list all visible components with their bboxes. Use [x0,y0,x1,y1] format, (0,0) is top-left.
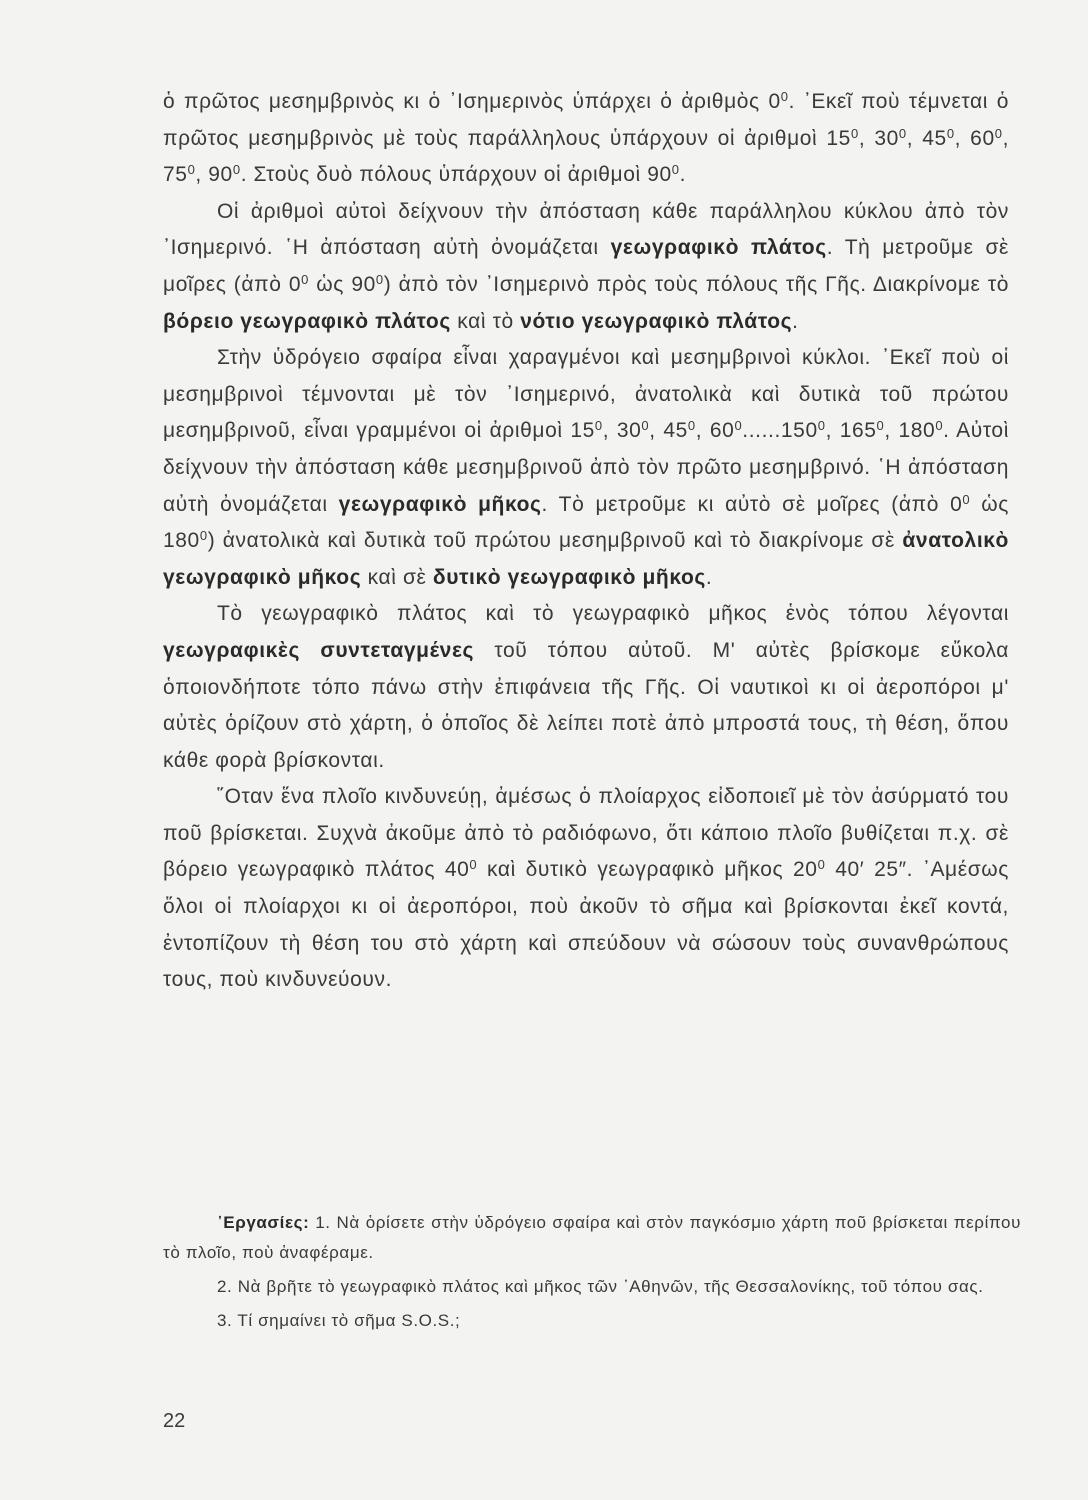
degree-sign: 0 [994,125,1003,141]
degree-sign: 0 [946,125,955,141]
text-run: ) ἀνατολικὰ καὶ δυτικὰ τοῦ πρώτου μεσημβρινοῦ καὶ τὸ διακρίνομε σὲ [207,529,903,553]
text-run: , 30 [602,419,642,443]
text-run: καὶ σὲ [361,565,433,589]
degree-sign: 0 [817,857,826,873]
degree-sign: 0 [641,418,650,434]
text-run: . Τὸ μετροῦμε κι αὐτὸ σὲ μοῖρες (ἀπὸ 0 [541,492,963,516]
degree-sign: 0 [375,271,384,287]
text-run: ......150 [742,419,818,443]
exercise-text: 1. Νὰ ὁρίσετε στὴν ὑδρόγειο σφαίρα καὶ στὸν παγκόσμιο χάρτη ποῦ βρίσκεται περίπου τὸ πλοῖο, ποὺ ἀναφέραμε. [163,1213,1021,1262]
term-latitude: γεωγραφικὸ πλάτος [610,236,827,260]
degree-sign: 0 [671,162,680,178]
degree-sign: 0 [850,125,859,141]
degree-sign: 0 [469,857,478,873]
degree-sign: 0 [876,418,885,434]
text-run: , 90 [195,163,233,187]
text-run: Οἱ ἀριθμοὶ αὐτοὶ δείχνουν τὴν ἀπόσταση κάθε παράλληλου κύκλου ἀπὸ τὸν ᾿Ισημερινό. ῾Η ἀπόσταση αὐτὴ ὀνομάζεται [163,199,1009,260]
text-run: Τὸ γεωγραφικὸ πλάτος καὶ τὸ γεωγραφικὸ μῆκος ἑνὸς τόπου λέγονται [217,602,1009,626]
text-run: . [705,565,713,589]
text-run: ῞Οταν ἕνα πλοῖο κινδυνεύῃ, ἀμέσως ὁ πλοίαρχος εἰδοποιεῖ μὲ τὸν ἀσύρματό του ποῦ βρίσκεται. Συχνὰ ἀκοῦμε ἀπὸ τὸ ραδιόφωνο, ὅτι κάποιο πλοῖο βυθίζεται π.χ. σὲ βόρειο γεωγραφικὸ πλάτος 40 [163,785,1009,882]
text-run: Στὴν ὑδρόγειο σφαίρα εἶναι χαραγμένοι καὶ μεσημβρινοὶ κύκλοι. ᾿Εκεῖ ποὺ οἱ μεσημβρινοὶ τέμνονται μὲ τὸν ᾿Ισημερινό, ἀνατολικὰ καὶ δυτικὰ τοῦ πρώτου μεσημβρινοῦ, εἶναι γραμμένοι οἱ ἀριθμοὶ 15 [163,346,1009,443]
text-run: . Αὐτοὶ δείχνουν τὴν ἀπόσταση κάθε μεσημβρινοῦ ἀπὸ τὸν πρῶτο μεσημβρινό. ῾Η ἀπόσταση αὐτὴ ὀνομάζεται [163,419,1009,516]
paragraph-4 [163,596,1009,779]
exercise-2 [163,1272,1021,1302]
text-run: . [792,309,799,333]
text-run: . ᾿Εκεῖ ποὺ τέμνεται ὁ πρῶτος μεσημβρινὸς μὲ τοὺς παράλληλους ὑπάρχουν οἱ ἀριθμοὶ 15 [163,90,1009,150]
degree-sign: 0 [301,271,309,287]
paragraph-3 [163,340,1009,596]
term-coordinates: γεωγραφικὲς συντεταγμένες [163,638,475,662]
text-run: , 180 [884,419,936,443]
text-run: , 165 [825,419,877,443]
degree-sign: 0 [817,418,826,434]
text-run: , 30 [858,126,899,150]
exercise-text: 2. Νὰ βρῆτε τὸ γεωγραφικὸ πλάτος καὶ μῆκος τῶν ᾿Αθηνῶν, τῆς Θεσσαλονίκης, τοῦ τόπου σας. [217,1277,984,1296]
term-longitude: γεωγραφικὸ μῆκος [338,492,542,516]
text-run: . [679,163,687,187]
text-run: ὁ πρῶτος μεσημβρινὸς κι ὁ ᾿Ισημερινὸς ὑπάρχει ὁ ἀριθμὸς 0 [163,90,781,113]
text-run: . Στοὺς δυὸ πόλους ὑπάρχουν οἱ ἀριθμοὶ 90 [240,163,672,187]
text-run: , 45 [649,419,688,443]
text-run: , 60 [954,126,995,150]
term-east-longitude: ἀνατολικὸ γεωγραφικὸ μῆκος [163,529,1009,589]
text-run: καὶ δυτικὸ γεωγραφικὸ μῆκος 20 [477,858,818,882]
degree-sign: 0 [594,418,603,434]
text-run: τοῦ τόπου αὐτοῦ. Μ' αὐτὲς βρίσκομε εὔκολα ὁποιονδήποτε τόπο πάνω στὴν ἐπιφάνεια τῆς Γῆς. Οἱ ναυτικοὶ κι οἱ ἀεροπόροι μ' αὐτὲς ὁρίζουν στὸ χάρτη, ὁ ὁποῖος δὲ λείπει ποτὲ ἀπὸ μπροστά τους, τὴ θέση, ὅπου κάθε φορὰ βρίσκονται. [163,638,1009,772]
main-text [163,84,1009,999]
degree-sign: 0 [187,162,196,178]
exercises-heading: ᾿Εργασίες: [217,1213,310,1232]
exercise-3 [163,1306,1021,1336]
term-south-latitude: νότιο γεωγραφικὸ πλάτος [520,309,793,333]
text-run: ὡς 180 [163,492,1009,553]
exercises-section [163,1208,1021,1340]
degree-sign: 0 [898,125,907,141]
degree-sign: 0 [687,418,696,434]
text-run: ) ἀπὸ τὸν ᾿Ισημερινὸ πρὸς τοὺς πόλους τῆς Γῆς. Διακρίνομε τὸ [383,272,1009,296]
paragraph-5 [163,779,1009,999]
degree-sign: 0 [232,162,241,178]
text-run: 40′ 25″. ᾿Αμέσως ὅλοι οἱ πλοίαρχοι κι οἱ ἀεροπόροι, ποὺ ἀκοῦν τὸ σῆμα καὶ βρίσκονται ἐκεῖ κοντά, ἐντοπίζουν τὴ θέση του στὸ χάρτη καὶ σπεύδουν νὰ σώσουν τοὺς συνανθρώπους τους, ποὺ κινδυνεύουν. [163,858,1010,992]
term-west-longitude: δυτικὸ γεωγραφικὸ μῆκος [432,565,706,589]
paragraph-2 [163,194,1009,340]
exercise-1 [163,1208,1021,1268]
degree-sign: 0 [962,491,971,507]
exercise-text: 3. Τί σημαίνει τὸ σῆμα S.O.S.; [217,1311,461,1330]
text-run: , 60 [695,419,735,443]
degree-sign: 0 [734,418,743,434]
degree-sign: 0 [935,418,944,434]
degree-sign: 0 [199,528,208,544]
text-run: καὶ τὸ [450,309,521,333]
text-run: , 45 [906,126,947,150]
text-run: ὡς 90 [308,272,376,296]
paragraph-1 [163,84,1009,194]
page-number: 22 [163,1410,186,1432]
text-run: , 75 [163,126,1010,187]
text-run: . Τὴ μετροῦμε σὲ μοῖρες (ἀπὸ 0 [163,236,1010,296]
degree-sign: 0 [780,89,789,104]
term-north-latitude: βόρειο γεωγραφικὸ πλάτος [163,309,451,333]
